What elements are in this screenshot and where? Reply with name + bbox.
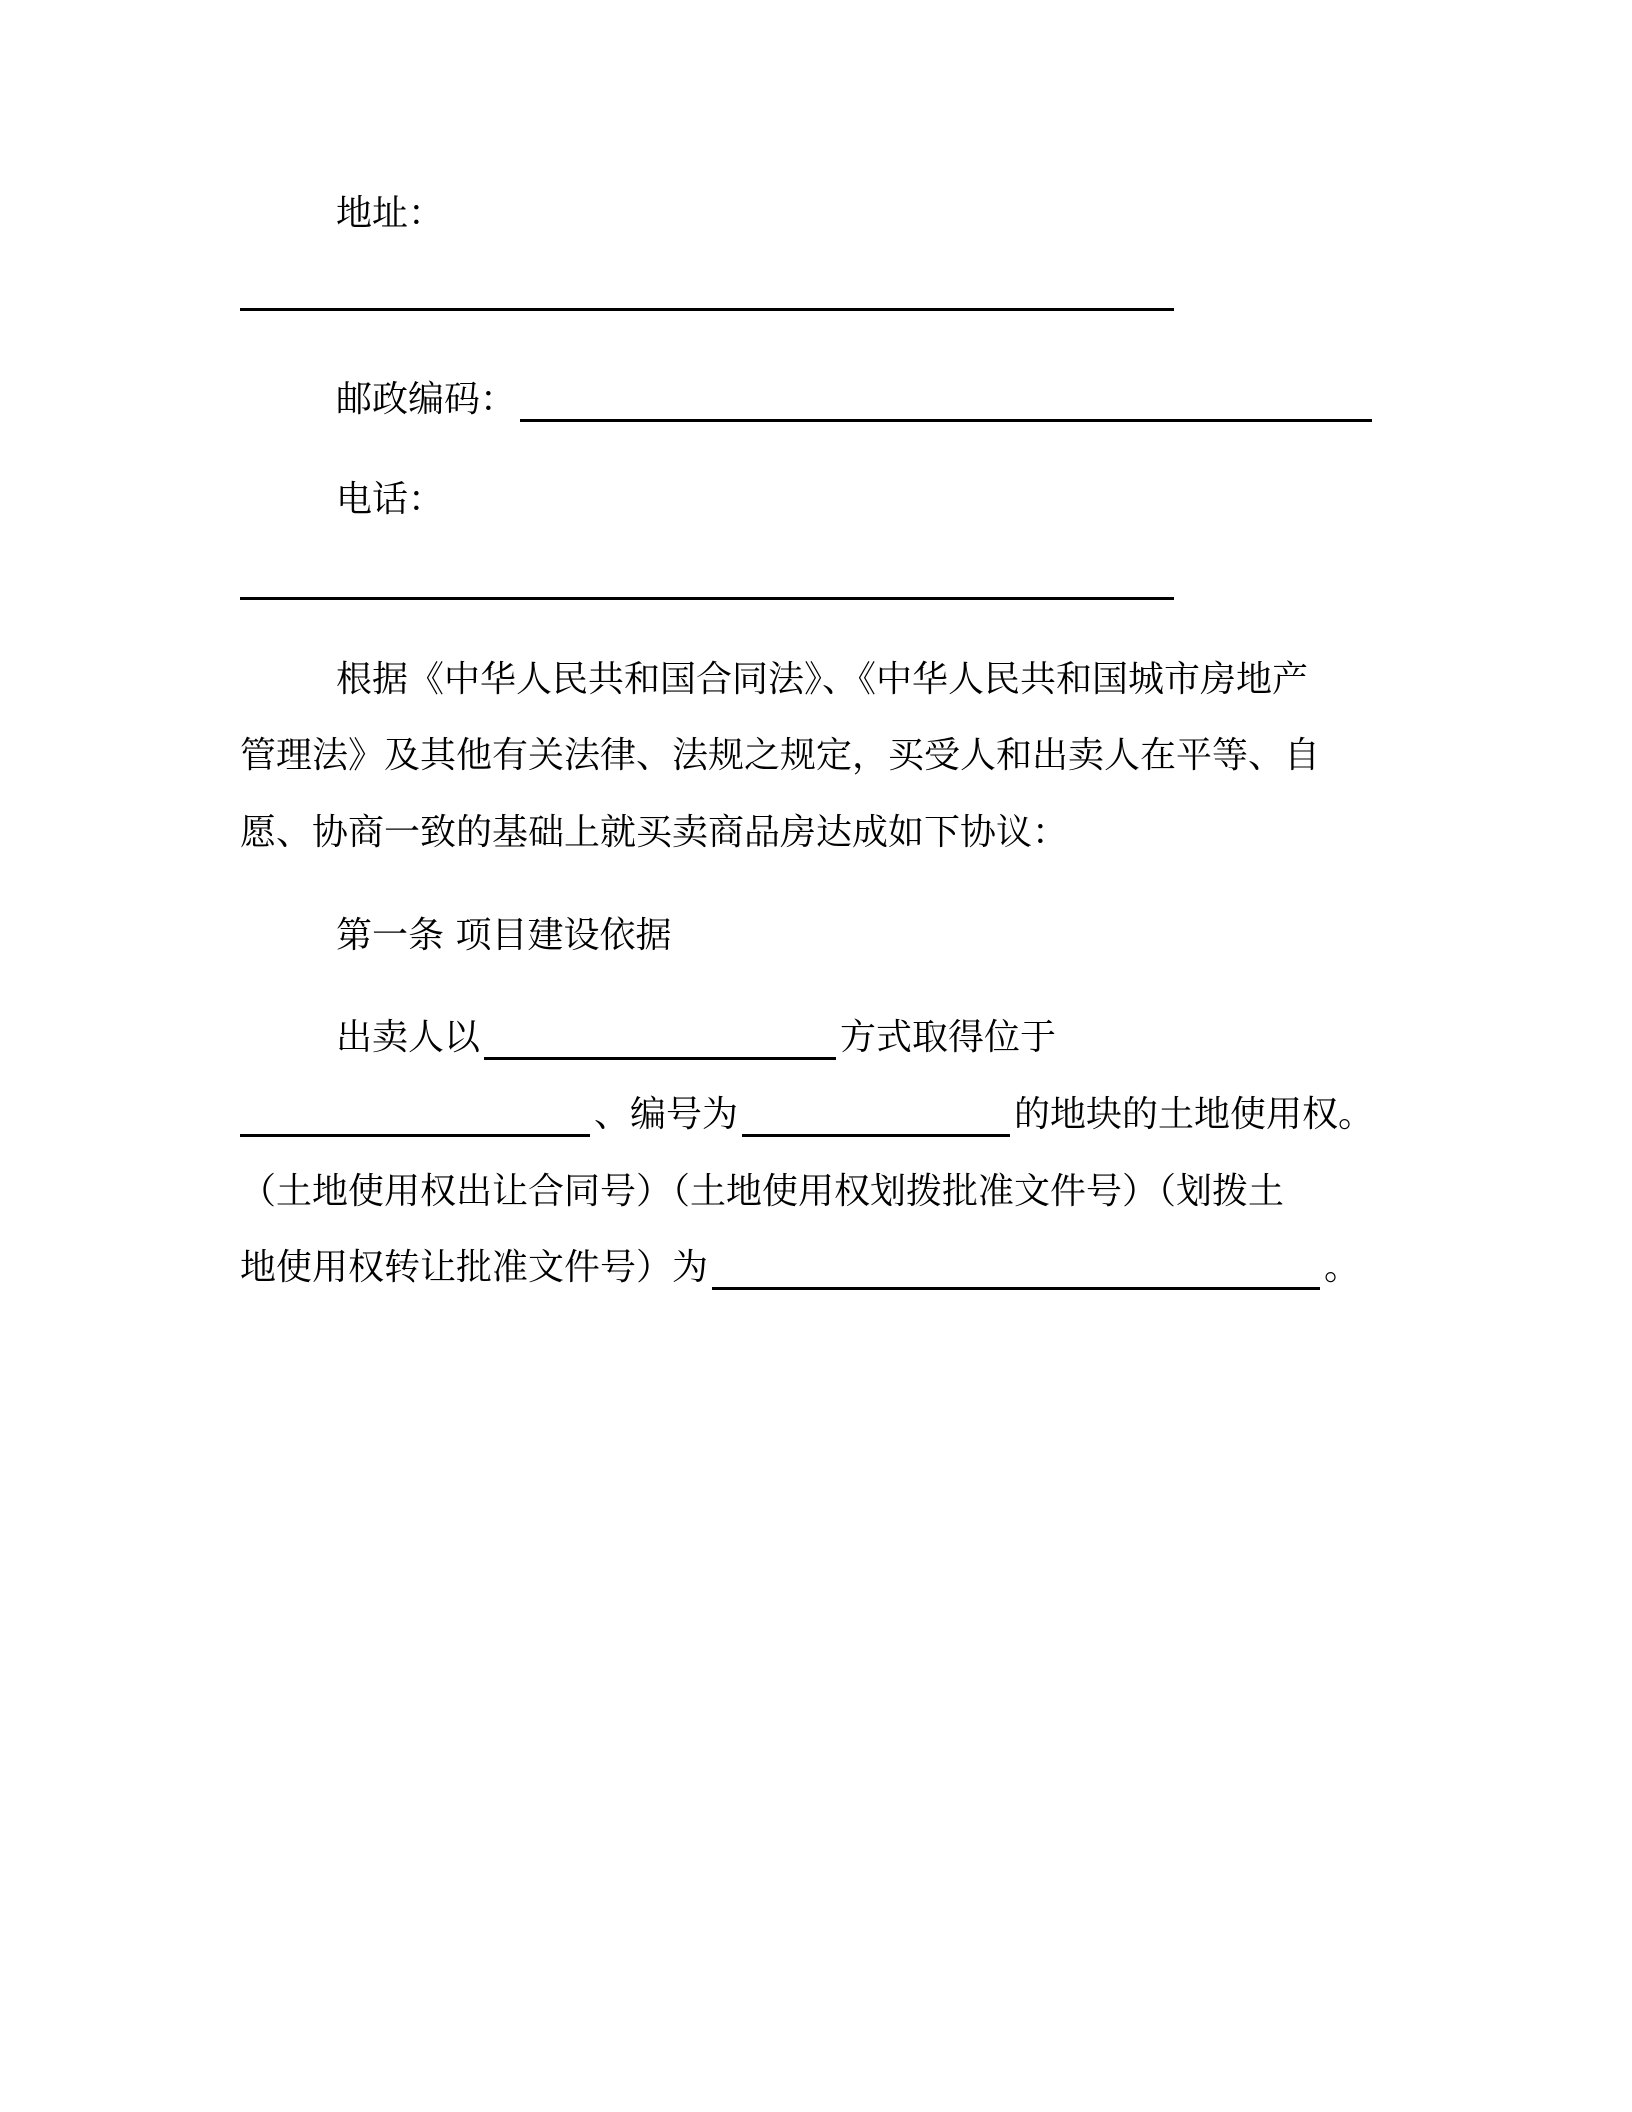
article-1-line-4-prefix: 地使用权转让批准文件号）为 xyxy=(240,1247,709,1288)
document-number-blank[interactable] xyxy=(712,1251,1320,1290)
article-1-line-1 xyxy=(336,1016,1056,1060)
article-1-line-2-suffix: 的地块的土地使用权。 xyxy=(1014,1094,1375,1135)
article-1-line-4 xyxy=(240,1246,1360,1290)
article-1-title: 第一条 项目建设依据 xyxy=(336,915,672,956)
article-1-line-1-prefix: 出卖人以 xyxy=(336,1017,481,1058)
article-1-line-2-mid: 、编号为 xyxy=(594,1094,739,1135)
postcode-row xyxy=(336,378,1376,422)
phone-blank[interactable] xyxy=(240,597,1174,600)
postcode-label: 邮政编码： xyxy=(336,379,517,420)
intro-line-1: 根据《中华人民共和国合同法》、《中华人民共和国城市房地产 xyxy=(336,659,1309,700)
plot-number-blank[interactable] xyxy=(742,1098,1010,1137)
address-label: 地址： xyxy=(336,193,445,234)
acquisition-method-blank[interactable] xyxy=(484,1021,836,1060)
postcode-blank[interactable] xyxy=(520,383,1372,422)
location-blank[interactable] xyxy=(240,1098,590,1137)
article-1-line-2 xyxy=(240,1093,1374,1137)
intro-line-3: 愿、协商一致的基础上就买卖商品房达成如下协议： xyxy=(240,812,1069,853)
address-blank[interactable] xyxy=(240,308,1174,311)
article-1-line-1-suffix: 方式取得位于 xyxy=(840,1017,1057,1058)
article-1-line-3: （土地使用权出让合同号）（土地使用权划拨批准文件号）（划拨土 xyxy=(240,1171,1285,1212)
intro-line-2: 管理法》及其他有关法律、法规之规定，买受人和出卖人在平等、自 xyxy=(240,735,1321,776)
article-1-line-4-suffix: 。 xyxy=(1324,1247,1361,1288)
phone-label: 电话： xyxy=(336,479,445,520)
